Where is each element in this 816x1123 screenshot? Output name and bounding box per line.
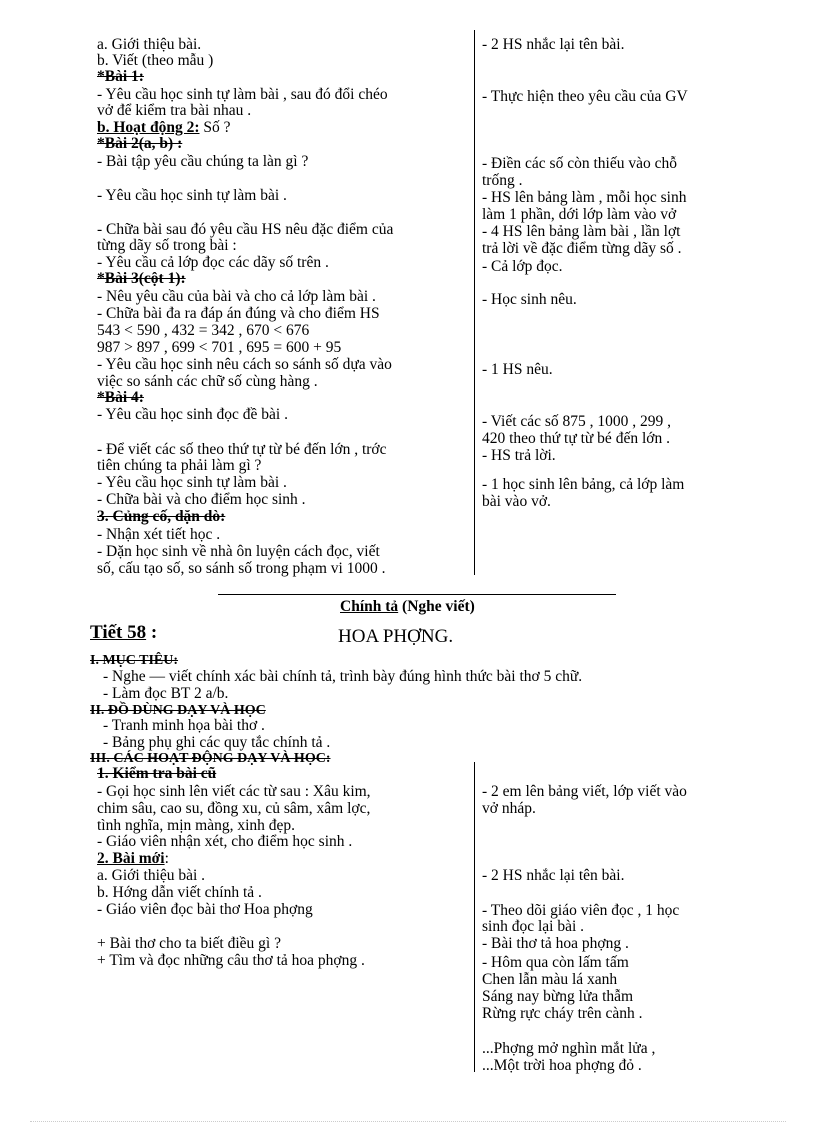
right-line: - Cả lớp đọc.	[482, 258, 563, 275]
right-line: - Điền các số còn thiếu vào chỗ	[482, 155, 677, 172]
right-line: 420 theo thứ tự từ bé đến lớn .	[482, 430, 670, 447]
right-line: - 2 HS nhắc lại tên bài.	[482, 867, 625, 884]
left-line: - Yêu cầu học sinh tự làm bài .	[97, 187, 287, 204]
exercise-heading: *Bài 2(a, b) :	[97, 135, 183, 152]
subject-label: Chính tả	[340, 598, 399, 615]
left-line: - Nêu yêu cầu của bài và cho cả lớp làm bài .	[97, 288, 376, 305]
materials-heading: II. ĐỒ DÙNG DẠY VÀ HỌC	[90, 703, 266, 718]
lesson-title: HOA PHỢNG.	[338, 626, 454, 647]
left-line: - Giáo viên đọc bài thơ Hoa phợng	[97, 901, 313, 918]
poem-line: ...Một trời hoa phợng đỏ .	[482, 1057, 642, 1074]
left-line: - Giáo viên nhận xét, cho điểm học sinh .	[97, 833, 353, 850]
right-line: vở nháp.	[482, 800, 536, 817]
left-line: chim sâu, cao su, đồng xu, củ sâm, xâm lợc,	[97, 800, 371, 817]
objectives-heading: I. MỤC TIÊU:	[90, 653, 179, 668]
right-line: - 2 HS nhắc lại tên bài.	[482, 36, 625, 53]
poem-line: Chen lẫn màu lá xanh	[482, 971, 618, 988]
activity-label: b. Hoạt động 2:	[97, 119, 200, 136]
left-line: a. Giới thiệu bài.	[97, 36, 202, 53]
section-separator	[218, 594, 616, 595]
left-line: + Tìm và đọc những câu thơ tả hoa phợng .	[97, 952, 365, 969]
new-lesson-label: 2. Bài mới	[97, 850, 165, 867]
left-line: việc so sánh các chữ số cùng hàng .	[97, 373, 318, 390]
left-line: - Yêu cầu học sinh nêu cách so sánh số dựa vào	[97, 356, 392, 373]
right-line: - 1 học sinh lên bảng, cả lớp làm	[482, 476, 685, 493]
left-line: - Yêu cầu học sinh tự làm bài .	[97, 474, 287, 491]
activities-heading: III. CÁC HOẠT ĐỘNG DẠY VÀ HỌC:	[90, 751, 331, 766]
section-heading: 1. Kiểm tra bài cũ	[97, 765, 217, 782]
left-line: tình nghĩa, mịn màng, xinh đẹp.	[97, 817, 296, 834]
exercise-heading: *Bài 3(cột 1):	[97, 270, 186, 287]
subject-heading	[340, 598, 475, 615]
objective-line: - Làm đọc BT 2 a/b.	[103, 685, 229, 702]
left-line: số, cấu tạo số, so sánh số trong phạm vi 1000 .	[97, 560, 386, 577]
section-heading: 3. Củng cố, dặn dò:	[97, 508, 226, 525]
new-lesson-heading	[97, 850, 169, 867]
poem-line: Sáng nay bừng lửa thẫm	[482, 988, 634, 1005]
right-line: - Bài thơ tả hoa phợng .	[482, 935, 629, 952]
left-line: - Gọi học sinh lên viết các từ sau : Xâu kim,	[97, 783, 371, 800]
left-line: - Để viết các số theo thứ tự từ bé đến lớn , trớc	[97, 441, 387, 458]
right-line: - 2 em lên bảng viết, lớp viết vào	[482, 783, 687, 800]
material-line: - Tranh minh họa bài thơ .	[103, 717, 265, 734]
left-line: a. Giới thiệu bài .	[97, 867, 206, 884]
poem-line: ...Phợng mở nghìn mắt lửa ,	[482, 1040, 656, 1057]
left-line: - Chữa bài và cho điểm học sinh .	[97, 491, 306, 508]
math-line: 987 > 897 , 699 < 701 , 695 = 600 + 95	[97, 339, 342, 356]
activity-heading	[97, 119, 231, 136]
right-line: - 1 HS nêu.	[482, 361, 553, 378]
left-line: b. Viết (theo mẫu )	[97, 52, 214, 69]
left-line: + Bài thơ cho ta biết điều gì ?	[97, 935, 281, 952]
right-line: trả lời về đặc điểm từng dãy số .	[482, 240, 682, 257]
new-lesson-colon: :	[164, 850, 169, 867]
left-line: tiên chúng ta phải làm gì ?	[97, 457, 262, 474]
right-line: làm 1 phần, dới lớp làm vào vở	[482, 206, 677, 223]
right-line: - Học sinh nêu.	[482, 291, 577, 308]
period-number: Tiết 58	[90, 622, 147, 643]
left-line: - Nhận xét tiết học .	[97, 526, 221, 543]
right-line: sinh đọc lại bài .	[482, 918, 585, 935]
left-line: b. Hớng dẫn viết chính tả .	[97, 884, 262, 901]
period-suffix: :	[146, 622, 158, 643]
subject-note: (Nghe viết)	[398, 598, 475, 615]
objective-line: - Nghe — viết chính xác bài chính tả, trình bày đúng hình thức bài thơ 5 chữ.	[103, 668, 583, 685]
right-line: - Viết các số 875 , 1000 , 299 ,	[482, 413, 672, 430]
column-divider	[474, 762, 475, 1072]
right-line: - 4 HS lên bảng làm bài , lần lợt	[482, 223, 681, 240]
period-label	[90, 622, 157, 644]
column-divider	[474, 30, 475, 575]
poem-line: - Hôm qua còn lấm tấm	[482, 954, 629, 971]
right-line: - HS lên bảng làm , mỗi học sinh	[482, 189, 687, 206]
page-bottom-rule	[30, 1121, 786, 1122]
left-line: - Chữa bài sau đó yêu cầu HS nêu đặc điểm của	[97, 221, 394, 238]
right-line: - Thực hiện theo yêu cầu của GV	[482, 88, 688, 105]
right-line: - Theo dõi giáo viên đọc , 1 học	[482, 902, 680, 919]
right-line: - HS trả lời.	[482, 447, 556, 464]
left-line: - Yêu cầu học sinh đọc đề bài .	[97, 406, 288, 423]
left-line: - Bài tập yêu cầu chúng ta làn gì ?	[97, 153, 309, 170]
left-line: - Yêu cầu học sinh tự làm bài , sau đó đổi chéo	[97, 86, 388, 103]
left-line: từng dãy số trong bài :	[97, 237, 237, 254]
left-line: - Yêu cầu cả lớp đọc các dãy số trên .	[97, 254, 329, 271]
math-line: 543 < 590 , 432 = 342 , 670 < 676	[97, 322, 310, 339]
left-line: vở để kiểm tra bài nhau .	[97, 102, 252, 119]
exercise-heading: *Bài 4:	[97, 389, 144, 406]
left-line: - Dặn học sinh về nhà ôn luyện cách đọc, viết	[97, 543, 380, 560]
activity-text: Số ?	[199, 119, 231, 136]
right-line: bài vào vở.	[482, 493, 551, 510]
material-line: - Bảng phụ ghi các quy tắc chính tả .	[103, 734, 331, 751]
exercise-heading: *Bài 1:	[97, 68, 144, 85]
right-line: trống .	[482, 172, 523, 189]
left-line: - Chữa bài đa ra đáp án đúng và cho điểm HS	[97, 305, 380, 322]
poem-line: Rừng rực cháy trên cành .	[482, 1005, 643, 1022]
